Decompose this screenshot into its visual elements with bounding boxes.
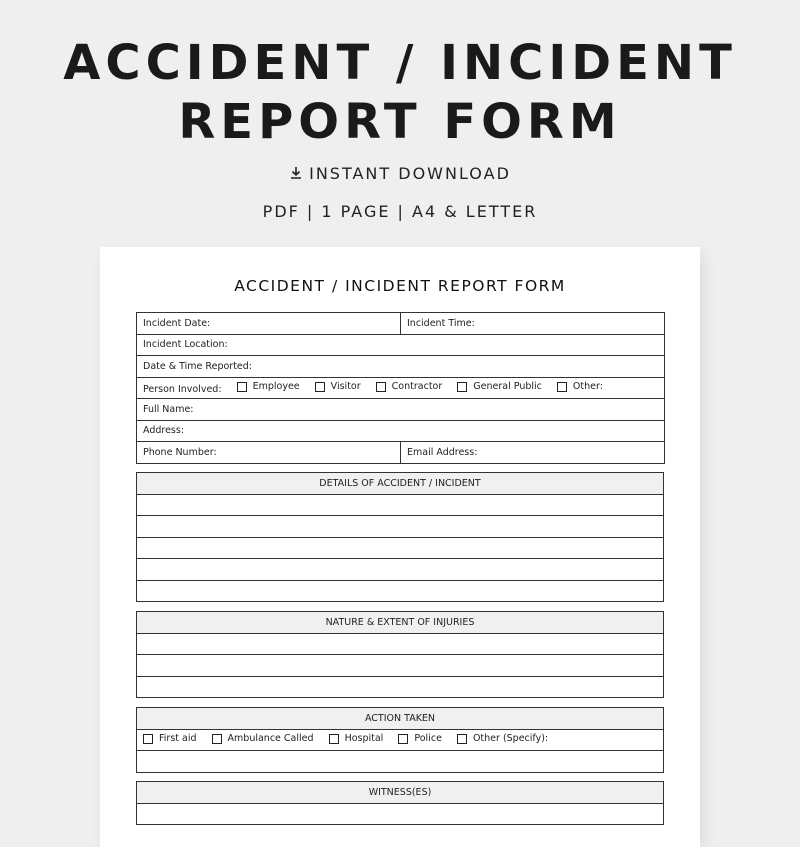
- person-involved-row: [137, 377, 665, 399]
- checkbox-employee[interactable]: [237, 381, 300, 392]
- checkbox-other[interactable]: [557, 381, 603, 392]
- table-row: [137, 580, 664, 602]
- checkbox-icon: [457, 382, 467, 392]
- checkbox-icon: [376, 382, 386, 392]
- incident-location-field[interactable]: Incident Location:: [137, 334, 665, 356]
- table-row: [137, 559, 664, 581]
- witness-section: [136, 781, 664, 825]
- incident-time-field[interactable]: Incident Time:: [401, 313, 665, 335]
- format-info: PDF | 1 PAGE | A4 & LETTER: [262, 202, 538, 221]
- table-row: [137, 612, 664, 634]
- table-row: [137, 676, 664, 698]
- incident-date-field[interactable]: Incident Date:: [137, 313, 401, 335]
- checkbox-icon: [398, 734, 408, 744]
- table-row: [137, 377, 665, 399]
- checkbox-label: Hospital: [344, 733, 384, 744]
- table-row: [137, 420, 665, 442]
- table-row: [137, 633, 664, 655]
- injuries-section: [136, 611, 664, 698]
- checkbox-icon: [457, 734, 467, 744]
- checkbox-visitor[interactable]: [315, 381, 361, 392]
- witness-header: WITNESS(ES): [137, 782, 664, 804]
- download-icon: [289, 166, 303, 180]
- form-title: ACCIDENT / INCIDENT REPORT FORM: [234, 277, 566, 295]
- checkbox-other-specify[interactable]: [457, 733, 548, 744]
- details-line[interactable]: [137, 537, 664, 559]
- checkbox-icon: [143, 734, 153, 744]
- checkbox-icon: [315, 382, 325, 392]
- checkbox-icon: [329, 734, 339, 744]
- details-line[interactable]: [137, 559, 664, 581]
- checkbox-label: Other (Specify):: [472, 733, 549, 744]
- table-row: [137, 751, 664, 773]
- address-field[interactable]: Address:: [137, 420, 665, 442]
- email-address-field[interactable]: Email Address:: [401, 442, 665, 464]
- details-line[interactable]: [137, 516, 664, 538]
- date-time-reported-field[interactable]: Date & Time Reported:: [137, 356, 665, 378]
- details-line[interactable]: [137, 580, 664, 602]
- action-options-row: [137, 729, 664, 751]
- checkbox-icon: [557, 382, 567, 392]
- person-involved-label: Person Involved:: [143, 383, 222, 395]
- checkbox-label: Visitor: [330, 381, 361, 392]
- checkbox-label: Other:: [572, 381, 603, 392]
- action-header: ACTION TAKEN: [137, 708, 664, 730]
- checkbox-label: Ambulance Called: [227, 733, 314, 744]
- checkbox-police[interactable]: [398, 733, 442, 744]
- checkbox-icon: [237, 382, 247, 392]
- instant-download-label: [0, 164, 800, 183]
- checkbox-ambulance-called[interactable]: [212, 733, 314, 744]
- incident-info-table: [136, 312, 665, 464]
- details-header: DETAILS OF ACCIDENT / INCIDENT: [137, 473, 664, 495]
- phone-number-field[interactable]: Phone Number:: [137, 442, 401, 464]
- table-row: [137, 356, 665, 378]
- table-row: [137, 708, 664, 730]
- table-row: [137, 473, 664, 495]
- injuries-line[interactable]: [137, 676, 664, 698]
- checkbox-label: Employee: [252, 381, 300, 392]
- checkbox-hospital[interactable]: [329, 733, 384, 744]
- table-row: [137, 442, 665, 464]
- table-row: [137, 399, 665, 421]
- action-line[interactable]: [137, 751, 664, 773]
- table-row: [137, 655, 664, 677]
- checkbox-label: First aid: [159, 733, 197, 744]
- table-row: [137, 334, 665, 356]
- table-row: [137, 729, 664, 751]
- injuries-line[interactable]: [137, 633, 664, 655]
- checkbox-label: Contractor: [391, 381, 443, 392]
- checkbox-label: General Public: [473, 381, 542, 392]
- checkbox-first-aid[interactable]: [143, 733, 197, 744]
- witness-line[interactable]: [137, 803, 664, 825]
- table-row: [137, 494, 664, 516]
- details-line[interactable]: [137, 494, 664, 516]
- injuries-header: NATURE & EXTENT OF INJURIES: [137, 612, 664, 634]
- checkbox-icon: [212, 734, 222, 744]
- download-text: INSTANT DOWNLOAD: [309, 164, 511, 183]
- form-preview-sheet: [100, 247, 700, 847]
- action-taken-section: [136, 707, 664, 773]
- checkbox-label: Police: [414, 733, 442, 744]
- checkbox-general-public[interactable]: [457, 381, 542, 392]
- table-row: [137, 516, 664, 538]
- details-section: [136, 472, 664, 602]
- table-row: [137, 803, 664, 825]
- table-row: [137, 313, 665, 335]
- page-title-line-1: ACCIDENT / INCIDENT: [63, 35, 737, 91]
- page-title-line-2: REPORT FORM: [178, 94, 622, 150]
- table-row: [137, 537, 664, 559]
- injuries-line[interactable]: [137, 655, 664, 677]
- full-name-field[interactable]: Full Name:: [137, 399, 665, 421]
- checkbox-contractor[interactable]: [376, 381, 443, 392]
